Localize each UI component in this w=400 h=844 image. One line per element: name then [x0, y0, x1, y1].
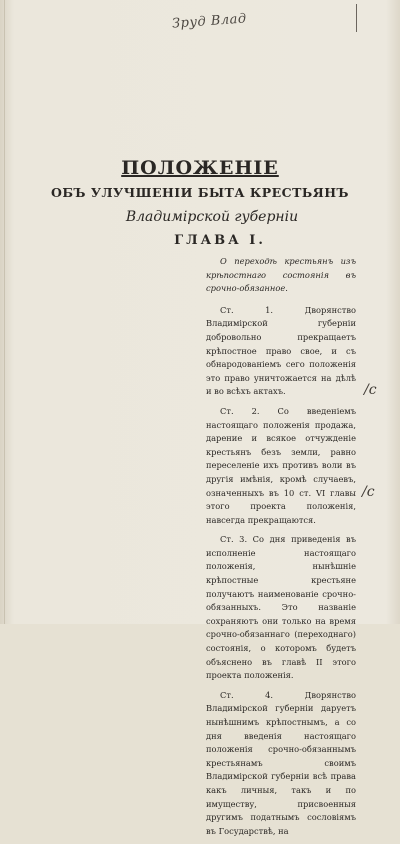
document-body: [206, 255, 356, 844]
document-subtitle: ОБЪ УЛУЧШЕНIИ БЫТА КРЕСТЬЯНЪ: [50, 185, 350, 200]
article-4: Ст. 4. Дворянство Владимiрской губернiи даруетъ нынѣшнимъ крѣпостнымъ, а со дня введенiя настоящаго положенiя срочно-обязаннымъ крестьянамъ своимъ Владимiрской губернiи всѣ права какъ личныя, такъ и по имуществу, присвоенныя другимъ податнымъ сословiямъ въ Государствѣ, на: [206, 689, 356, 836]
document-title: ПОЛОЖЕНIЕ: [121, 157, 279, 179]
article-1: Ст. 1. Дворянство Владимiрской губернiи добровольно прекращаетъ крѣпостное право свое, и съ обнародованiемъ сего положенiя это право уничтожается на дѣлѣ и во всѣхъ актахъ.: [206, 304, 356, 397]
gubernia-heading: Владимiрской губернiи: [125, 209, 299, 225]
binding-edge: [4, 0, 5, 624]
margin-mark-2: /с: [362, 484, 375, 500]
handwritten-stroke: [356, 4, 357, 32]
chapter-heading: ГЛАВА I.: [174, 233, 266, 248]
handwritten-annotation: Зруд Влад: [171, 11, 248, 32]
article-2: Ст. 2. Со введенiемъ настоящаго положенiя продажа, дарение и всякое отчужденiе крестьянъ безъ земли, равно переселенiе ихъ противъ воли въ другiя имѣнiя, кромѣ случаевъ, означенныхъ въ 10 ст. VI главы этого проекта положенiя, навсегда прекращаются.: [206, 405, 356, 525]
article-3: Ст. 3. Со дня приведенiя въ исполненiе настоящаго положенiя, нынѣшнiе крѣпостные крестьяне получаютъ наименованiе срочно-обязанныхъ. Это названiе сохраняютъ они только на время срочно-обязаннаго (переходнаго) состоянiя, о которомъ будетъ объяснено въ главѣ II этого проекта положенiя.: [206, 534, 356, 681]
margin-mark-1: /с: [364, 382, 377, 398]
chapter-lead: О переходѣ крестьянъ изъ крѣпостнаго состоянiя въ срочно-обязанное.: [206, 256, 356, 294]
